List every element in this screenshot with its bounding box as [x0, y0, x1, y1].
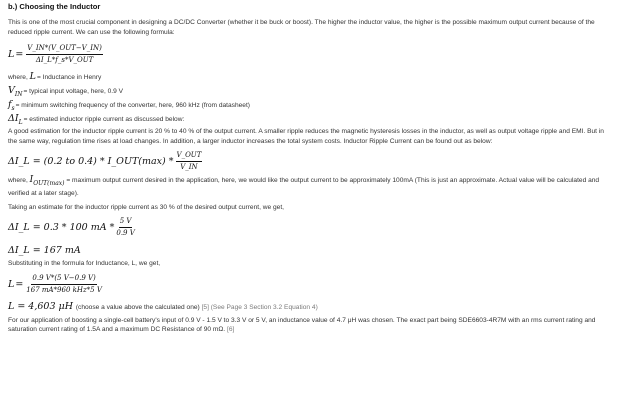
estimate-formula — [8, 216, 612, 240]
def-where-prefix: where, — [8, 74, 28, 82]
def-L — [8, 71, 612, 85]
result-math: L = 4,603 μH — [8, 300, 73, 312]
def-fs-symbol: $f_s$ — [8, 99, 15, 113]
subst-formula-fraction — [26, 274, 102, 295]
def-vin-symbol: $V_{IN}$ — [8, 85, 23, 99]
def-fs-text: = minimum switching frequency of the converter, here, 960 kHz (from datasheet) — [15, 102, 250, 110]
def-fs — [8, 99, 612, 113]
section-heading: b.) Choosing the Inductor — [8, 2, 101, 11]
substitution-paragraph: Substituting in the formula for Inductance, L, we get, — [8, 259, 161, 267]
result-reference-link[interactable]: [5] (See Page 3 Section 3.2 Equation 4) — [201, 303, 318, 311]
estimate-formula-lhs: ΔI_L = 0.3 * 100 mA * — [8, 222, 115, 234]
estimate-paragraph: Taking an estimate for the inductor ripple current as 30 % of the desired output current, we get, — [8, 204, 284, 212]
substitution-formula — [8, 272, 612, 298]
subst-formula-lhs: L — [8, 279, 15, 291]
ripple-denominator: V_IN — [180, 162, 198, 171]
def-dil-text: = estimated inductor ripple current as discussed below: — [23, 116, 185, 124]
iout-where-prefix: where, — [8, 177, 28, 185]
formula-lhs: L — [8, 48, 15, 60]
intro-paragraph: This is one of the most crucial component in designing a DC/DC Converter (whether it be buck or boost). The higher the inductor value, the higher is the possible maximum output current because of the reduced ripple current. We can use the following formula: — [8, 19, 595, 36]
iout-symbol: $I_{OUT(max)}$ — [29, 175, 65, 188]
final-paragraph-text: For our application of boosting a single-cell battery's input of 0.9 V - 1.5 V to 3.3 V or 5 V, an inductance value of 4.7 μH was chosen. The exact part being SDE6603-4R7M with an rms current rating and saturation current rating of 1.5A and a maximum DC Resistance of 90 mΩ. — [8, 316, 596, 334]
def-L-symbol: L — [29, 71, 36, 83]
subst-equals-sign: = — [15, 279, 24, 291]
iout-paragraph — [8, 176, 612, 198]
def-L-text: = Inductance in Henry — [36, 74, 102, 82]
result-line — [8, 301, 612, 316]
def-dil — [8, 113, 612, 127]
equals-sign: = — [15, 48, 24, 60]
ripple-formula-fraction — [176, 151, 203, 172]
formula-fraction — [26, 44, 103, 65]
def-vin — [8, 85, 612, 99]
final-paragraph — [8, 316, 612, 335]
estimate-result-text: ΔI_L = 167 mA — [8, 245, 81, 257]
ripple-paragraph: A good estimation for the inductor ripple current is 20 % to 40 % of the output current. A smaller ripple reduces the magnetic hysteresis losses in the inductor, as well as output voltage ripple and EMI. But in the same way, regulation time rises at load changes. In addition, a larger inductor increases the total system costs. Inductor Ripple Current can be found out as below: — [8, 128, 604, 145]
estimate-result — [8, 243, 612, 259]
estimate-numerator: 5 V — [119, 217, 133, 228]
def-vin-text: = typical input voltage, here, 0.9 V — [23, 88, 124, 96]
formula-numerator: V_IN*(V_OUT−V_IN) — [26, 44, 103, 55]
iout-text: = maximum output current desired in the application, here, we would like the output current to be approximately 100mA (This is just an approximate. Actual value will be calculated and verified at a later stage). — [8, 177, 600, 197]
final-reference-link[interactable]: [6] — [226, 326, 235, 334]
result-text: (choose a value above the calculated one) — [75, 303, 200, 311]
estimate-formula-fraction — [116, 217, 134, 238]
inductance-formula — [8, 40, 612, 68]
ripple-formula-lhs: ΔI_L = (0.2 to 0.4) * I_OUT(max) * — [8, 155, 174, 167]
formula-denominator: ΔI_L*f_s*V_OUT — [35, 55, 94, 64]
subst-numerator: 0.9 V*(5 V−0.9 V) — [31, 274, 96, 285]
estimate-denominator: 0.9 V — [116, 229, 135, 238]
ripple-numerator: V_OUT — [176, 151, 203, 162]
ripple-formula — [8, 149, 612, 173]
def-dil-symbol: $\Delta I_L$ — [8, 113, 23, 127]
subst-denominator: 167 mA*960 kHz*5 V — [26, 286, 102, 295]
